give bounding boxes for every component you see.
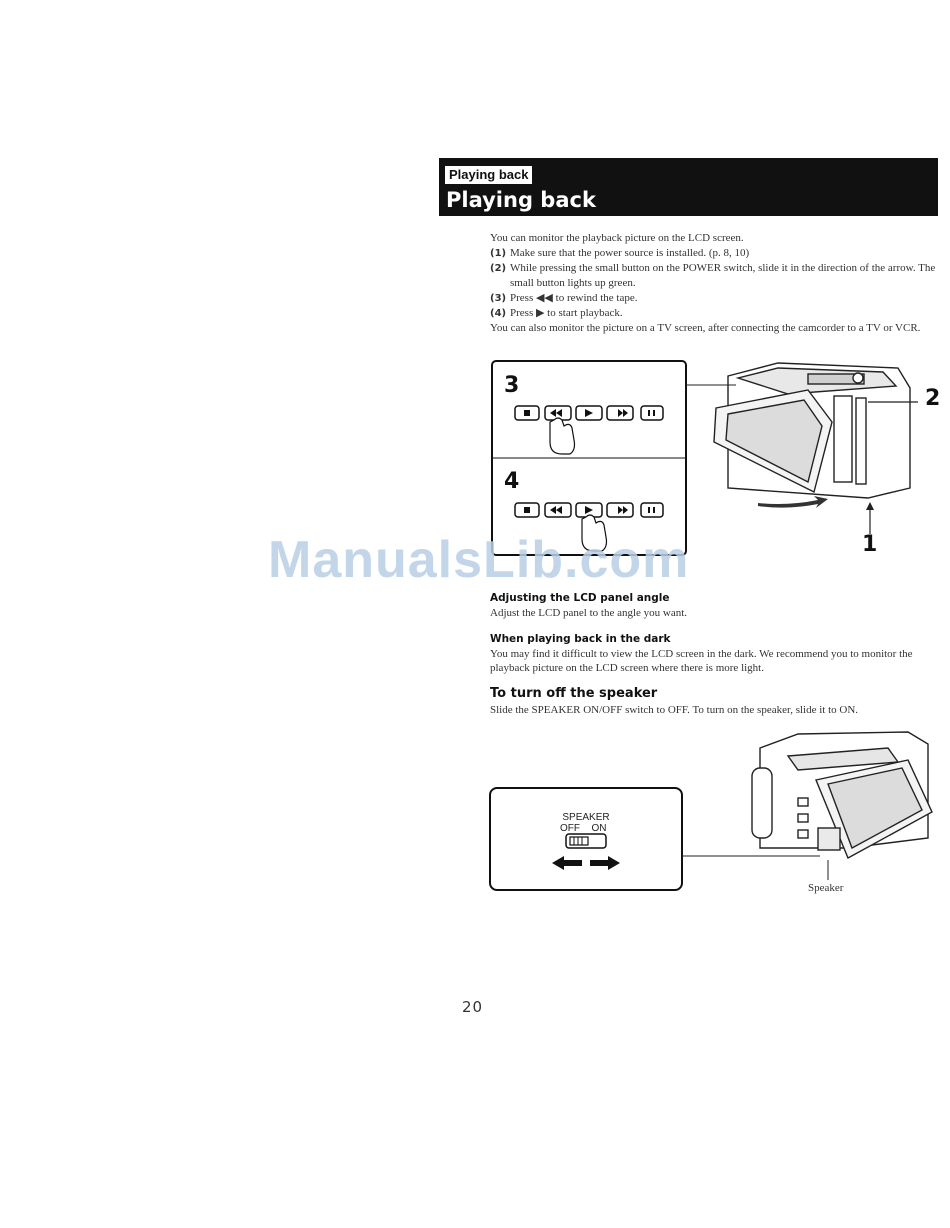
section-header (439, 158, 938, 216)
camcorder-drawing (714, 363, 910, 498)
speaker-heading: To turn off the speaker (490, 686, 658, 701)
intro-block (490, 231, 938, 336)
speaker-illustration (488, 728, 940, 903)
switch-title: SPEAKER (562, 812, 610, 823)
page-number: 20 (462, 998, 484, 1016)
dark-heading: When playing back in the dark (490, 633, 671, 645)
speaker-callout-label: Speaker (808, 882, 844, 894)
step-number: (1) (490, 248, 507, 259)
switch-off-label: OFF (560, 823, 580, 834)
figure-label-4: 4 (504, 469, 520, 494)
speaker-grille (818, 828, 840, 850)
camcorder-drawing (752, 732, 932, 858)
step-1 (490, 246, 938, 261)
rotate-arrow-icon (758, 496, 828, 508)
lcd-angle-text: Adjust the LCD panel to the angle you want. (490, 607, 688, 619)
intro-text: You can monitor the playback picture on the LCD screen. (490, 232, 744, 244)
arrow-up-icon (866, 502, 874, 510)
step-2 (490, 261, 938, 291)
section-tag: Playing back (445, 166, 532, 184)
dark-text: You may find it difficult to view the LCD screen in the dark. We recommend you to monitor the playback picture on the LCD screen where there is more light. (490, 648, 913, 674)
lcd-angle-heading: Adjusting the LCD panel angle (490, 592, 670, 604)
step-number: (2) (490, 263, 507, 274)
step-text: Make sure that the power source is installed. (p. 8, 10) (510, 247, 750, 259)
step-3 (490, 291, 938, 306)
switch-on-label: ON (591, 823, 607, 834)
watermark: ManualsLib.com (268, 531, 690, 589)
step-text: While pressing the small button on the POWER switch, slide it in the direction of the arrow. The small button lights up green. (510, 262, 936, 289)
figure-label-3: 3 (504, 373, 520, 398)
speaker-text: Slide the SPEAKER ON/OFF switch to OFF. To turn on the speaker, slide it to ON. (490, 704, 859, 716)
tv-note: You can also monitor the picture on a TV screen, after connecting the camcorder to a TV or VCR. (490, 322, 921, 334)
step-number: (3) (490, 293, 507, 304)
step-text: Press ▶ to start playback. (510, 307, 623, 319)
callout-2: 2 (925, 386, 941, 411)
callout-1: 1 (862, 532, 878, 557)
page-title: Playing back (446, 188, 596, 212)
step-4 (490, 306, 938, 321)
step-text: Press ◀◀ to rewind the tape. (510, 292, 638, 304)
step-number: (4) (490, 308, 507, 319)
